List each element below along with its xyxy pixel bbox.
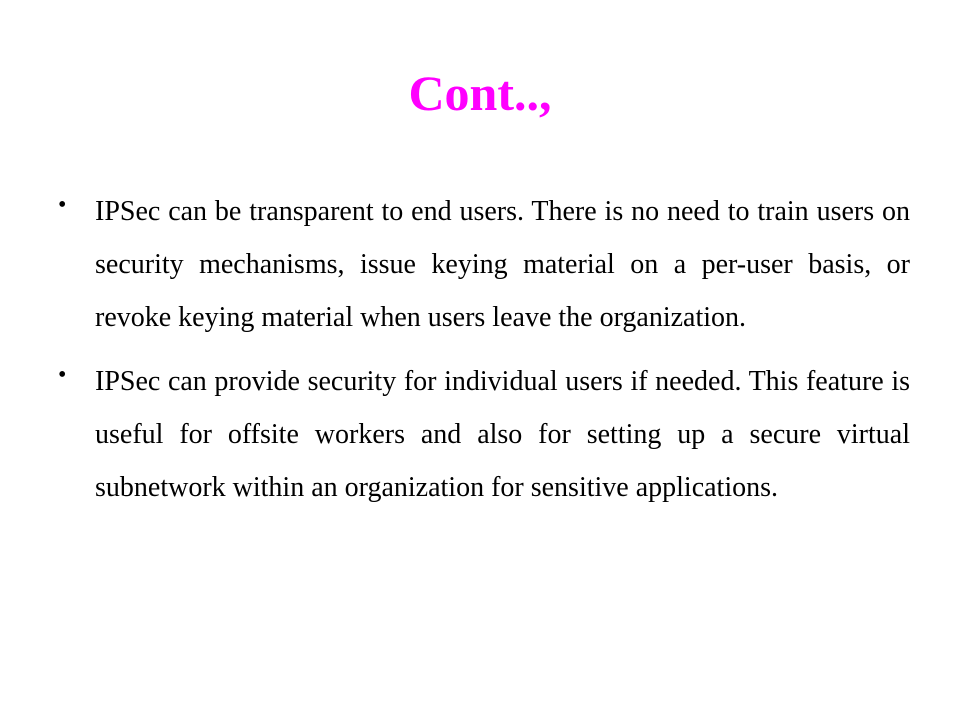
bullet-icon: • bbox=[58, 362, 67, 388]
bullet-item bbox=[58, 185, 910, 344]
bullet-item bbox=[58, 355, 910, 514]
bullet-text: IPSec can be transparent to end users. There is no need to train users on security mechanisms, issue keying material on a per-user basis, or revoke keying material when users leave the organization. bbox=[95, 196, 910, 333]
bullet-list bbox=[58, 185, 910, 514]
bullet-icon: • bbox=[58, 192, 67, 218]
slide-title: Cont.., bbox=[408, 65, 552, 121]
bullet-text: IPSec can provide security for individual users if needed. This feature is useful for offsite workers and also for setting up a secure virtual subnetwork within an organization for sensitive applications. bbox=[95, 366, 910, 503]
